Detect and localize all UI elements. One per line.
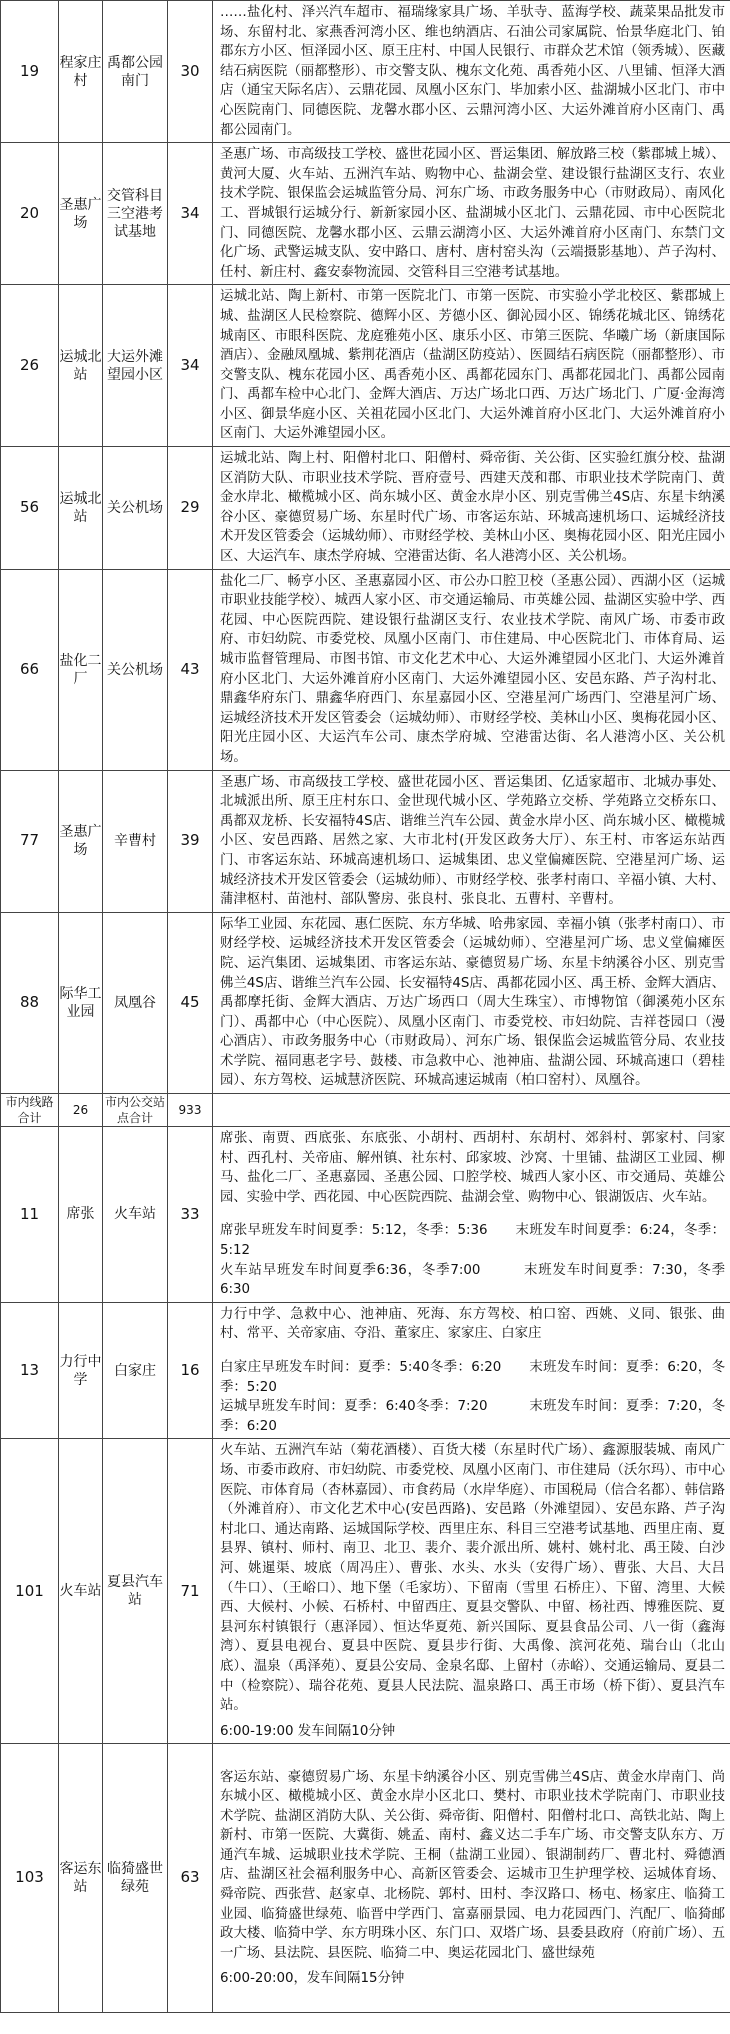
stop-list: 圣惠广场、市高级技工学校、盛世花园小区、晋运集团、解放路三校（紫郡城上城）、黄河大厦、火车站、五洲汽车站、购物中心、盐湖会堂、建设银行盐湖区支行、农业技术学院、银保监会运城监管分局、河东广场、市政务服务中心（市财政局）、南风化工、晋城银行运城分行、新新家园小区、盐湖城小区北门、云鼎花园、市中心医院北门、同德医院、龙馨水郡小区、云鼎云湖湾小区、大运外滩首府小区南门、东禁门文化广场、武警运城支队、安中路口、唐村、唐村窑头沟（云端摄影基地）、芦子沟村、任村、新庄村、鑫安泰物流园、交管科目三空港考试基地。 — [213, 143, 730, 285]
stop-list: 际华工业园、东花园、惠仁医院、东方华城、哈弗家园、幸福小镇（张孝村南口）、市财经学校、运城经济技术开发区管委会（运城幼师）、空港星河广场、忠义堂偏瘫医院、运汽集团、运城集团、市客运东站、豪德贸易广场、东星卡纳溪谷小区、别克雪佛兰4S店、谐维兰汽车公园、长安福特4S店、禹都花园小区、禹王桥、金辉大酒店、禹都摩托街、金辉大酒店、万达广场西口（周大生珠宝）、市博物馆（御溪苑小区东门）、禹都中心（中心医院）、凤凰小区南门、市委党校、市妇幼院、吉祥苍园口（漫心酒店）、市政务服务中心（市财政局）、河东广场、银保监会运城监管分局、农业技术学院、福同惠老字号、鼓楼、市急救中心、池神庙、盐湖公园、环城高速口（碧桂园）、东方驾校、运城慧济医院、环城高速运城南（柏口窑村）、凤凰谷。 — [213, 912, 730, 1093]
schedule-line: 6:00-20:00，发车间隔15分钟 — [220, 1971, 405, 1987]
route-end: 关公机场 — [103, 569, 168, 770]
route-end: 临猗盛世绿苑 — [103, 1744, 168, 2013]
stop-names: 力行中学、急救中心、池神庙、死海、东方驾校、柏口窑、西姚、义同、银张、曲村、常平、关帝家庙、夺沿、董家庄、家家庄、白家庄 — [220, 1306, 725, 1342]
route-end: 关公机场 — [103, 447, 168, 570]
route-start: 客运东站 — [59, 1744, 103, 2013]
stop-count: 34 — [168, 285, 213, 447]
route-end: 交管科目三空港考试基地 — [103, 143, 168, 285]
schedule-line: 6:00-19:00 发车间隔10分钟 — [220, 1723, 396, 1739]
table-row — [1, 1302, 730, 1439]
stop-count: 39 — [168, 770, 213, 912]
route-end: 大运外滩望园小区 — [103, 285, 168, 447]
route-end: 火车站 — [103, 1127, 168, 1303]
table-row — [1, 1127, 730, 1303]
stop-list — [213, 1744, 730, 2013]
schedule-line: 火车站早班发车时间夏季6:36，冬季7:00 末班发车时间夏季：7:30，冬季6:30 — [220, 1262, 725, 1298]
table-row — [1, 1744, 730, 2013]
stop-list — [213, 1302, 730, 1439]
route-start: 程家庄村 — [59, 1, 103, 143]
stop-list: 圣惠广场、市高级技工学校、盛世花园小区、晋运集团、亿适家超市、北城办事处、北城派出所、原王庄村东口、金世现代城小区、学苑路立交桥、学苑路立交桥东口、禹都双龙桥、长安福特4S店、谐维兰汽车公园、黄金水岸小区、尚东城小区、橄榄城小区、安邑西路、居然之家、大市北村(开发区政务大厅）、东王村、市客运东站西门、市客运东站、环城高速机场口、运城集团、忠义堂偏瘫医院、空港星河广场、运城经济技术开发区管委会（运城幼师）、市财经学校、张孝村南口、辛福小镇、大村、蒲津枢村、苗池村、部队警房、张良村、张良北、五曹村、辛曹村。 — [213, 770, 730, 912]
schedule-line: 运城早班发车时间：夏季：6:40冬季：7:20 末班发车时间：夏季：7:20，冬季：6:20 — [220, 1399, 725, 1434]
stop-names: 客运东站、豪德贸易广场、东星卡纳溪谷小区、别克雪佛兰4S店、黄金水岸南门、尚东城小区、橄榄城小区、黄金水岸小区北口、樊村、市职业技术学院南门、市职业技术学院、盐湖区消防大队、关公街、舜帝街、阳僧村、阳僧村北口、高铁北站、陶上新村、市第一医院、大冀街、姚孟、南村、鑫义达二手车广场、市交警支队东方、万通汽车城、运城职业技术学院、王桐（盐湖工业园）、银湖制药厂、曹北村、舜德酒店、盐湖区社会福利服务中心、高新区管委会、运城市卫生护理学校、运城体育场、舜帝院、西张营、赵家卓、北杨院、郭村、田村、李汉路口、杨屯、杨家庄、临猗工业园、临猗盛世绿苑、临晋中学西门、富嘉丽景园、电力花园西门、汽配厂、临猗邮政大楼、临猗中学、东方明珠小区、东门口、双塔广场、县委县政府（府前广场）、五一广场、县法院、县医院、临猗二中、奥运花园北门、盛世绿苑 — [220, 1769, 725, 1961]
route-start: 盐化二厂 — [59, 569, 103, 770]
route-end: 禹都公园南门 — [103, 1, 168, 143]
stop-count: 34 — [168, 143, 213, 285]
stop-list: ……盐化村、泽兴汽车超市、福瑞缘家具广场、羊驮寺、蓝海学校、蔬菜果品批发市场、东留村北、家燕香河湾小区、维也纳酒店、石油公司家属院、怡景华庭北门、铂郡东方小区、恒泽园小区、原王庄村、中国人民银行、市群众艺术馆（领秀城）、医藏结石病医院（丽都整形）、市交警支队、槐东文化苑、禹香苑小区、八里铺、恒泽大酒店（通宝天际名店）、云鼎花园、凤凰小区东门、毕加索小区、盐湖城小区北门、市中心医院南门、同德医院、龙馨水郡小区、云鼎河湾小区、大运外滩首府小区南门、禹都公园南门。 — [213, 1, 730, 143]
stop-count: 33 — [168, 1127, 213, 1303]
summary-station-label: 市内公交站点合计 — [103, 1094, 168, 1127]
route-end: 夏县汽车站 — [103, 1439, 168, 1744]
route-number: 19 — [1, 1, 59, 143]
route-number: 101 — [1, 1439, 59, 1744]
table-row — [1, 1439, 730, 1744]
route-number: 11 — [1, 1127, 59, 1303]
table-row — [1, 912, 730, 1093]
route-start: 火车站 — [59, 1439, 103, 1744]
route-number: 13 — [1, 1302, 59, 1439]
route-number: 56 — [1, 447, 59, 570]
route-number: 66 — [1, 569, 59, 770]
summary-blank — [213, 1094, 730, 1127]
table-row — [1, 1, 730, 143]
route-start: 运城北站 — [59, 285, 103, 447]
stop-list: 盐化二厂、畅亨小区、圣惠嘉园小区、市公办口腔卫校（圣惠公园）、西湖小区（运城市职业技能学校）、城西人家小区、市交通运输局、市英雄公园、盐湖区实验中学、西花园、中心医院西院、建设银行盐湖区支行、农业技术学院、南风广场、市委市政府、市妇幼院、市委党校、凤凰小区南门、市住建局、中心医院北门、市体育局、运城市监督管理局、市图书馆、市文化艺术中心、大运外滩望园小区北门、大运外滩首府小区北门、大运外滩首府小区南门、大运外滩望园小区、安邑东路、芦子沟村北、鼎鑫华府东门、鼎鑫华府西门、东星嘉园小区、空港星河广场西门、空港星河广场、运城经济技术开发区管委会（运城幼师）、市财经学校、美林山小区、奥梅花园小区、阳光庄园小区、大运汽车公司、康杰学府城、空港雷达街、名人港湾小区、关公机场。 — [213, 569, 730, 770]
route-start: 圣惠广场 — [59, 143, 103, 285]
stop-list: 运城北站、陶上新村、市第一医院北门、市第一医院、市实验小学北校区、紫郡城上城、盐湖区人民检察院、德辉小区、芳德小区、御沁园小区、锦绣花城北区、锦绣花城南区、市眼科医院、龙庭雅苑小区、康乐小区、市第三医院、华曦广场（新康国际酒店）、金融凤凰城、紫荆花酒店（盐湖区防疫站）、医圆结石病医院（丽都整形）、市交警支队、槐东花园小区、禹香苑小区、禹都花园东门、禹都花园北门、禹都公园南门、禹都车检中心北门、金辉大酒店、万达广场北口西、万达广场北门、广厦·金海湾小区、御景华庭小区、关祖花园小区北门、大运外滩首府小区北门、大运外滩首府小区南门、大运外滩望园小区。 — [213, 285, 730, 447]
table-row — [1, 447, 730, 570]
route-end: 辛曹村 — [103, 770, 168, 912]
table-row — [1, 770, 730, 912]
stop-names: 席张、南贾、西底张、东底张、小胡村、西胡村、东胡村、郊斜村、郭家村、闫家村、西孔村、关帝庙、解州镇、社东村、邱家坡、沙窝、十里铺、盐湖区工业园、柳马、盐化二厂、圣惠嘉园、圣惠公园、口腔学校、城西人家小区、市交通局、英雄公园、实验中学、西花园、中心医院西院、盐湖会堂、购物中心、银湖饭店、火车站。 — [220, 1131, 725, 1205]
route-end: 凤凰谷 — [103, 912, 168, 1093]
stop-list — [213, 1439, 730, 1744]
route-number: 20 — [1, 143, 59, 285]
route-number: 88 — [1, 912, 59, 1093]
stop-count: 45 — [168, 912, 213, 1093]
stop-count: 29 — [168, 447, 213, 570]
stop-names: 火车站、五洲汽车站（菊花酒楼）、百货大楼（东星时代广场）、鑫源服装城、南风广场、市委市政府、市妇幼院、市委党校、凤凰小区南门、市住建局（沃尔玛）、市中心医院、市体育局（杏林嘉园）、市食药局（水岸华庭）、市国税局（信合名都）、韩信路（外滩首府）、市文化艺术中心(安邑西路)、安邑路（外滩望园）、安邑东路、芦子沟村北口、通达南路、运城国际学校、西里庄东、科目三空港考试基地、西里庄南、夏县界、镇村、师村、南卫、北卫、裴介、裴介派出所、姚村、姚村北、禹王陵、白沙河、姚暹渠、坡底（周冯庄）、曹张、水头、水头（安得广场）、曹张、大吕、大吕（牛口）、（王峪口）、地下堡（毛家坊）、下留南（雪里 石桥庄）、下留、湾里、大候西、大候村、小候、石桥村、中留西庄、夏县交警队、中留、杨社西、博雅医院、夏县河东村镇银行（惠泽园）、恒达华夏苑、新兴国际、夏县食品公司、八一街（鑫海湾）、夏县电视台、夏县中医院、夏县步行街、大禹像、滨河花苑、瑞台山（北山底）、温泉（禹泽苑）、夏县公安局、金泉名邸、上留村（赤峪）、交通运输局、夏县二中（检察院）、瑞谷花苑、夏县人民法院、温泉路口、禹王市场（桥下街）、夏县汽车站。 — [220, 1443, 725, 1714]
schedule-line: 席张早班发车时间夏季：5:12，冬季：5:36 末班发车时间夏季：6:24，冬季：5:12 — [220, 1223, 725, 1259]
route-start: 席张 — [59, 1127, 103, 1303]
stop-count: 43 — [168, 569, 213, 770]
table-row — [1, 569, 730, 770]
stop-count: 63 — [168, 1744, 213, 2013]
stop-list — [213, 1127, 730, 1303]
route-number: 26 — [1, 285, 59, 447]
route-start: 圣惠广场 — [59, 770, 103, 912]
table-row — [1, 143, 730, 285]
route-number: 103 — [1, 1744, 59, 2013]
stop-list: 运城北站、陶上村、阳僧村北口、阳僧村、舜帝街、关公街、区实验红旗分校、盐湖区消防大队、市职业技术学院、晋府壹号、西建天茂和郡、市职业技术学院南门、黄金水岸北、橄榄城小区、尚东城小区、黄金水岸小区、别克雪佛兰4S店、东星卡纳溪谷小区、豪德贸易广场、东星时代广场、市客运东站、环城高速机场口、运城经济技术开发区管委会（运城幼师）、市财经学校、美林山小区、奥梅花园小区、阳光庄园小区、大运汽车、康杰学府城、空港雷达街、名人港湾小区、关公机场。 — [213, 447, 730, 570]
summary-label: 市内线路合计 — [1, 1094, 59, 1127]
schedule-line: 白家庄早班发车时间：夏季：5:40冬季：6:20 末班发车时间：夏季：6:20，冬季：5:20 — [220, 1360, 725, 1395]
route-start: 力行中学 — [59, 1302, 103, 1439]
summary-station-count: 933 — [168, 1094, 213, 1127]
route-end: 白家庄 — [103, 1302, 168, 1439]
route-start: 际华工业园 — [59, 912, 103, 1093]
route-number: 77 — [1, 770, 59, 912]
stop-count: 30 — [168, 1, 213, 143]
stop-count: 71 — [168, 1439, 213, 1744]
summary-line-count: 26 — [59, 1094, 103, 1127]
stop-count: 16 — [168, 1302, 213, 1439]
table-row — [1, 285, 730, 447]
summary-row — [1, 1094, 730, 1127]
route-start: 运城北站 — [59, 447, 103, 570]
